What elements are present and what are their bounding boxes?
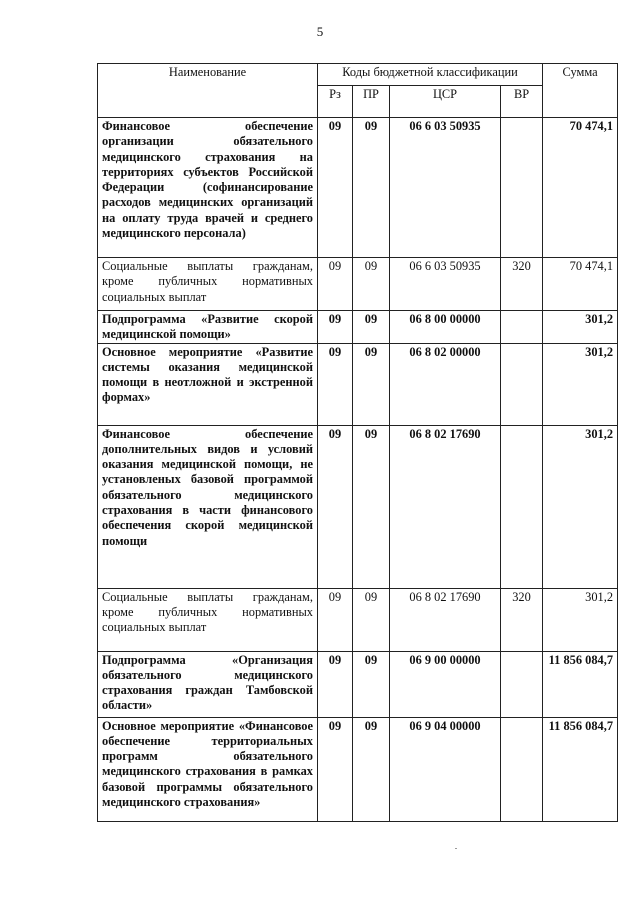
row-csr: 06 6 03 50935 xyxy=(390,258,501,311)
row-vr xyxy=(501,343,543,425)
row-sum: 11 856 084,7 xyxy=(543,717,618,821)
row-rz: 09 xyxy=(318,343,353,425)
row-sum: 11 856 084,7 xyxy=(543,651,618,717)
row-csr: 06 9 04 00000 xyxy=(390,717,501,821)
row-name: Социальные выплаты гражданам, кроме публичных нормативных социальных выплат xyxy=(98,258,318,311)
header-pr: ПР xyxy=(353,85,390,117)
row-vr xyxy=(501,311,543,344)
scan-dot xyxy=(455,848,457,849)
row-vr: 320 xyxy=(501,258,543,311)
row-sum: 70 474,1 xyxy=(543,118,618,258)
row-csr: 06 8 02 17690 xyxy=(390,588,501,651)
row-name: Социальные выплаты гражданам, кроме публичных нормативных социальных выплат xyxy=(98,588,318,651)
row-name: Финансовое обеспечение организации обязательного медицинского страхования на территориях субъектов Российской Федерации (софинансирование расходов медицинских организаций на оплату труда врачей и среднего медицинского персонала) xyxy=(98,118,318,258)
table-row xyxy=(98,717,618,821)
row-vr xyxy=(501,717,543,821)
table-row xyxy=(98,425,618,588)
row-vr xyxy=(501,118,543,258)
row-csr: 06 8 00 00000 xyxy=(390,311,501,344)
row-csr: 06 8 02 17690 xyxy=(390,425,501,588)
table-row xyxy=(98,118,618,258)
header-csr: ЦСР xyxy=(390,85,501,117)
row-name: Подпрограмма «Развитие скорой медицинской помощи» xyxy=(98,311,318,344)
budget-table xyxy=(97,63,618,822)
row-sum: 301,2 xyxy=(543,311,618,344)
row-rz: 09 xyxy=(318,717,353,821)
header-name: Наименование xyxy=(98,64,318,118)
row-sum: 301,2 xyxy=(543,343,618,425)
table-row xyxy=(98,258,618,311)
row-pr: 09 xyxy=(353,258,390,311)
row-csr: 06 6 03 50935 xyxy=(390,118,501,258)
row-vr xyxy=(501,651,543,717)
row-rz: 09 xyxy=(318,311,353,344)
row-name: Финансовое обеспечение дополнительных видов и условий оказания медицинской помощи, не установленых базовой программой обязательного медицинского страхования в части финансового обеспечения скорой медицинской помощи xyxy=(98,425,318,588)
table-row xyxy=(98,343,618,425)
row-name: Основное мероприятие «Развитие системы оказания медицинской помощи в неотложной и экстренной формах» xyxy=(98,343,318,425)
row-rz: 09 xyxy=(318,425,353,588)
row-sum: 70 474,1 xyxy=(543,258,618,311)
row-sum: 301,2 xyxy=(543,588,618,651)
row-sum: 301,2 xyxy=(543,425,618,588)
row-rz: 09 xyxy=(318,588,353,651)
row-vr xyxy=(501,425,543,588)
row-rz: 09 xyxy=(318,118,353,258)
row-pr: 09 xyxy=(353,425,390,588)
row-pr: 09 xyxy=(353,651,390,717)
table-row xyxy=(98,651,618,717)
table-row xyxy=(98,311,618,344)
row-csr: 06 9 00 00000 xyxy=(390,651,501,717)
row-csr: 06 8 02 00000 xyxy=(390,343,501,425)
row-pr: 09 xyxy=(353,343,390,425)
row-rz: 09 xyxy=(318,258,353,311)
header-codes: Коды бюджетной классификации xyxy=(318,64,543,86)
row-vr: 320 xyxy=(501,588,543,651)
row-pr: 09 xyxy=(353,311,390,344)
row-pr: 09 xyxy=(353,717,390,821)
row-name: Основное мероприятие «Финансовое обеспечение территориальных программ обязательного медицинского страхования в рамках базовой программы обязательного медицинского страхования» xyxy=(98,717,318,821)
row-name: Подпрограмма «Организация обязательного медицинского страхования граждан Тамбовской области» xyxy=(98,651,318,717)
page-number: 5 xyxy=(316,24,324,39)
row-pr: 09 xyxy=(353,588,390,651)
header-rz: Рз xyxy=(318,85,353,117)
header-sum: Сумма xyxy=(543,64,618,118)
row-pr: 09 xyxy=(353,118,390,258)
header-vr: ВР xyxy=(501,85,543,117)
table-row xyxy=(98,588,618,651)
row-rz: 09 xyxy=(318,651,353,717)
